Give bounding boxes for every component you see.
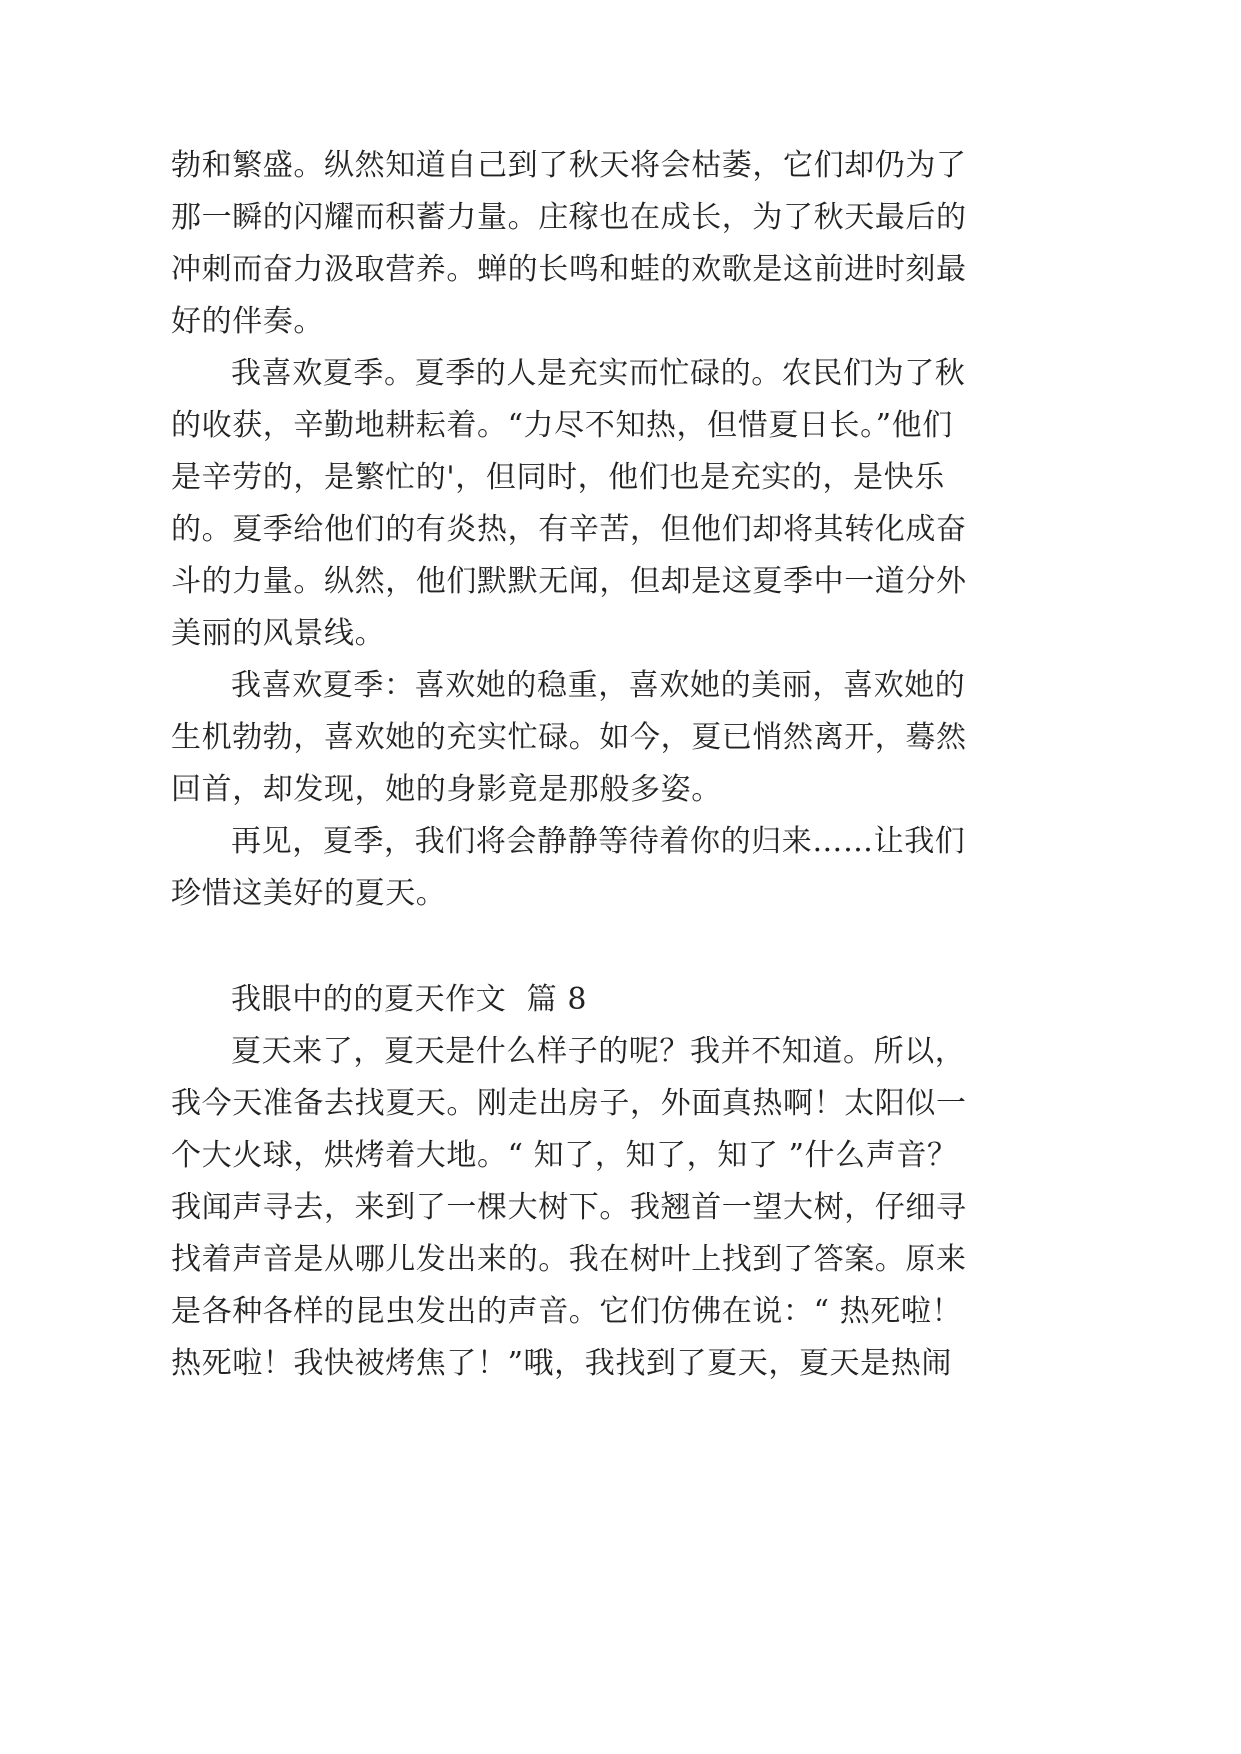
- paragraph-line: 再见，夏季，我们将会静静等待着你的归来……让我们: [231, 824, 966, 859]
- paragraph-line: 热死啦！我快被烤焦了！”哦，我找到了夏天，夏天是热闹: [171, 1346, 952, 1381]
- paragraph-line: 是辛劳的，是繁忙的'，但同时，他们也是充实的，是快乐: [171, 460, 945, 495]
- paragraph-line: 回首，却发现，她的身影竟是那般多姿。: [171, 772, 722, 807]
- paragraph-line: 好的伴奏。: [171, 304, 324, 339]
- paragraph-line: 个大火球，烘烤着大地。“ 知了，知了，知了 ”什么声音？: [171, 1138, 958, 1173]
- paragraph-line: 冲刺而奋力汲取营养。蝉的长鸣和蛙的欢歌是这前进时刻最: [171, 252, 967, 287]
- paragraph-line: 我喜欢夏季：喜欢她的稳重，喜欢她的美丽，喜欢她的: [231, 668, 966, 703]
- paragraph-line: 的收获，辛勤地耕耘着。“力尽不知热，但惜夏日长。”他们: [171, 408, 953, 443]
- paragraph-line: 那一瞬的闪耀而积蓄力量。庄稼也在成长，为了秋天最后的: [171, 200, 967, 235]
- paragraph-line: 夏天来了，夏天是什么样子的呢？我并不知道。所以，: [231, 1034, 966, 1069]
- paragraph-line: 珍惜这美好的夏天。: [171, 876, 447, 911]
- paragraph-line: 找着声音是从哪儿发出来的。我在树叶上找到了答案。原来: [171, 1242, 967, 1277]
- paragraph-line: 斗的力量。纵然，他们默默无闻，但却是这夏季中一道分外: [171, 564, 967, 599]
- paragraph-line: 我闻声寻去，来到了一棵大树下。我翘首一望大树，仔细寻: [171, 1190, 967, 1225]
- paragraph-line: 我喜欢夏季。夏季的人是充实而忙碌的。农民们为了秋: [231, 356, 966, 391]
- paragraph-line: 我今天准备去找夏天。刚走出房子，外面真热啊！太阳似一: [171, 1086, 967, 1121]
- paragraph-line: 是各种各样的昆虫发出的声音。它们仿佛在说：“ 热死啦！: [171, 1294, 963, 1329]
- section-heading: 我眼中的的夏天作文 篇 8: [231, 982, 588, 1017]
- paragraph-line: 美丽的风景线。: [171, 616, 386, 651]
- paragraph-line: 生机勃勃，喜欢她的充实忙碌。如今，夏已悄然离开，蓦然: [171, 720, 967, 755]
- paragraph-line: 的。夏季给他们的有炎热，有辛苦，但他们却将其转化成奋: [171, 512, 967, 547]
- paragraph-line: 勃和繁盛。纵然知道自己到了秋天将会枯萎，它们却仍为了: [171, 148, 967, 183]
